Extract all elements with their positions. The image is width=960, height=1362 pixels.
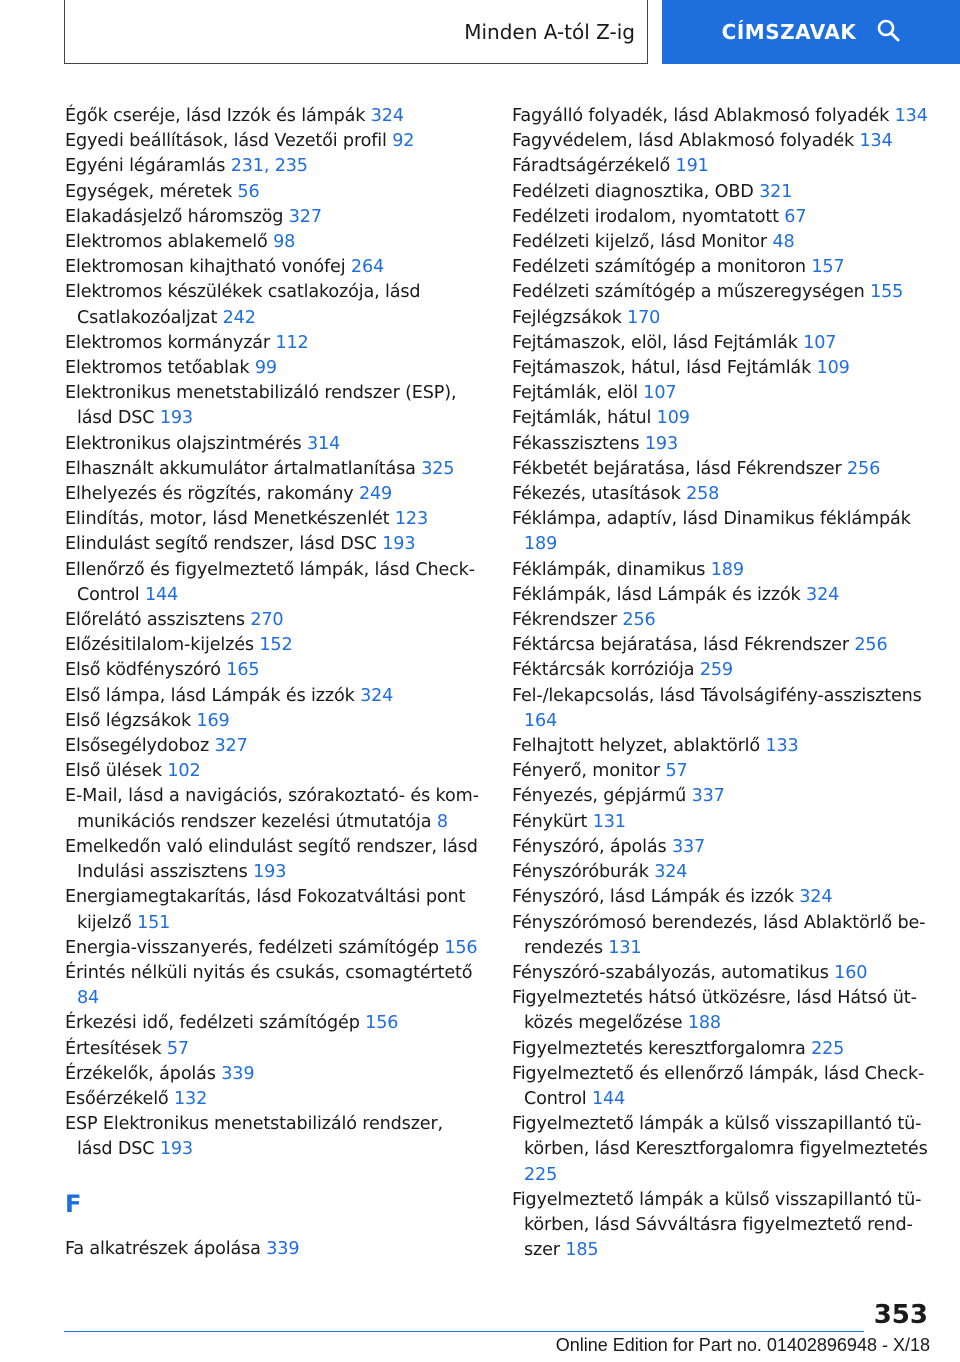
index-entry-text: Fa alkatrészek ápolása: [65, 1238, 267, 1259]
index-entry-text: Egyéni légáramlás: [65, 156, 231, 177]
page-reference-link[interactable]: 169: [196, 710, 230, 731]
index-entry: [65, 709, 480, 734]
page-reference-link[interactable]: 102: [167, 761, 201, 782]
index-entry: [512, 306, 932, 331]
index-entry-text: Első légzsákok: [65, 710, 197, 731]
page-reference-link[interactable]: 193: [382, 534, 416, 555]
page-reference-link[interactable]: 327: [288, 206, 322, 227]
index-entry: [512, 1037, 932, 1062]
index-entry-text: Fedélzeti diagnosztika, OBD: [512, 181, 760, 202]
index-entry: [512, 507, 932, 557]
index-entry-text: Érkezési idő, fedélzeti számítógép: [65, 1013, 366, 1034]
index-entry-text: Fáradtságérzékelő: [512, 156, 676, 177]
index-entry: [65, 356, 480, 381]
index-entry: [65, 1011, 480, 1036]
page-reference-link[interactable]: 123: [394, 509, 428, 530]
page-reference-link[interactable]: 157: [811, 257, 845, 278]
index-entry-text: Féktárcsa bejáratása, lásd Fékrendszer: [512, 635, 855, 656]
index-entry-text: Esőérzékelő: [65, 1088, 174, 1109]
page-reference-link[interactable]: 155: [870, 282, 904, 303]
search-icon[interactable]: [876, 18, 900, 46]
index-entry: [512, 784, 932, 809]
section-title-box: [64, 0, 648, 64]
index-entry: [512, 255, 932, 280]
index-entry: [65, 734, 480, 759]
page-reference-link[interactable]: 191: [675, 156, 709, 177]
index-entry: [65, 608, 480, 633]
page-reference-link[interactable]: 92: [392, 131, 415, 152]
page-reference-link[interactable]: 170: [627, 307, 661, 328]
index-entry-text: Fejtámlák, hátul: [512, 408, 657, 429]
index-entry-text: Elektromos tetőablak: [65, 358, 255, 379]
index-entry: [65, 457, 480, 482]
index-entry-text: Fejlégzsákok: [512, 307, 628, 328]
index-entry: [65, 1087, 480, 1112]
keywords-button[interactable]: [662, 0, 960, 64]
page-reference-link[interactable]: 131: [608, 937, 642, 958]
page-reference-link[interactable]: 324: [806, 584, 840, 605]
index-entry-text: Első lámpa, lásd Lámpák és izzók: [65, 685, 361, 706]
index-entry-text: Figyelmeztető és ellenőrző lámpák, lásd Check-Control: [512, 1063, 925, 1109]
index-column-right: [512, 104, 932, 1263]
index-entry-text: Előrelátó asszisztens: [65, 610, 251, 631]
page-reference-link[interactable]: 324: [654, 862, 688, 883]
page-reference-link[interactable]: 193: [159, 408, 193, 429]
page-reference-link[interactable]: 107: [643, 383, 677, 404]
index-entry-text: Elektronikus menetstabilizáló rendszer (ESP), lásd DSC: [65, 383, 457, 429]
index-entry-text: Féklámpák, dinamikus: [512, 559, 711, 580]
index-entry: [65, 658, 480, 683]
index-entry-text: Elektromos ablakemelő: [65, 232, 274, 253]
index-entry: [65, 129, 480, 154]
page-reference-link[interactable]: 151: [137, 912, 171, 933]
page-reference-link[interactable]: 109: [656, 408, 690, 429]
page-reference-link[interactable]: 107: [803, 332, 837, 353]
index-entry: [512, 961, 932, 986]
index-entry-text: Féklámpák, lásd Lámpák és izzók: [512, 584, 807, 605]
index-entry-text: Fel-/lekapcsolás, lásd Távolságifény-asszisztens: [512, 685, 922, 706]
page-reference-link[interactable]: 56: [237, 181, 260, 202]
index-entry-text: Előzésitilalom-kijelzés: [65, 635, 260, 656]
index-entry-text: Figyelmeztetés keresztforgalomra: [512, 1038, 812, 1059]
page-reference-link[interactable]: 67: [784, 206, 807, 227]
section-letter: F: [65, 1189, 82, 1218]
index-entry-text: Emelkedőn való elindulást segítő rendszer, lásd Indulási asszisztens: [65, 836, 478, 883]
index-entry: [512, 205, 932, 230]
index-entry-text: Érintés nélküli nyitás és csukás, csomagtértető: [65, 962, 473, 983]
page-reference-link[interactable]: 112: [275, 332, 309, 353]
page-reference-link[interactable]: 57: [166, 1038, 189, 1059]
index-entry: [512, 608, 932, 633]
index-entry: [65, 784, 480, 834]
index-entry-text: Érzékelők, ápolás: [65, 1063, 222, 1084]
index-entry-text: Fényszóró, lásd Lámpák és izzók: [512, 887, 800, 908]
index-entry-text: Fényszórómosó berendezés, lásd Ablaktörlő berendezés: [512, 912, 926, 958]
index-entry: [65, 331, 480, 356]
index-entry-text: Elektronikus olajszintmérés: [65, 433, 307, 454]
page-reference-link[interactable]: 324: [370, 106, 404, 126]
index-entry-text: Fedélzeti számítógép a műszeregységen: [512, 282, 871, 303]
index-entry-text: Féktárcsák korróziója: [512, 660, 700, 681]
page-reference-link[interactable]: 156: [444, 937, 478, 958]
index-entry-text: Fagyvédelem, lásd Ablakmosó folyadék: [512, 131, 860, 152]
page-reference-link[interactable]: 188: [687, 1013, 721, 1034]
page-number: 353: [873, 1300, 928, 1330]
index-entry: [512, 457, 932, 482]
page-reference-link[interactable]: 314: [306, 433, 341, 454]
index-entry: [512, 734, 932, 759]
page-reference-link[interactable]: 109: [816, 358, 850, 379]
index-entry-text: Ellenőrző és figyelmeztető lámpák, lásd Check-Control: [65, 559, 475, 605]
index-entry-text: Fényezés, gépjármű: [512, 786, 692, 807]
index-entry-text: Fényszóró, ápolás: [512, 836, 672, 857]
index-entry: [65, 558, 480, 608]
page-reference-link[interactable]: 132: [174, 1088, 208, 1109]
page-reference-link[interactable]: 258: [686, 484, 720, 505]
index-entry: [512, 154, 932, 179]
page-reference-link[interactable]: 98: [273, 232, 296, 253]
page-reference-link[interactable]: 193: [644, 433, 679, 454]
index-entry: [512, 658, 932, 683]
index-entry-text: Elsősegélydoboz: [65, 736, 215, 757]
index-entry-text: Fékrendszer: [512, 610, 623, 631]
index-entry-text: Elektromos készülékek csatlakozója, lásd Csatlakozóaljzat: [65, 282, 421, 328]
page-reference-link[interactable]: 325: [421, 458, 455, 479]
page-reference-link[interactable]: 156: [365, 1013, 399, 1034]
index-entry: [65, 1112, 480, 1162]
index-entry: [65, 432, 480, 457]
index-entry: [512, 331, 932, 356]
index-entry: [512, 860, 932, 885]
index-entry: [65, 154, 480, 179]
index-entry-text: Felhajtott helyzet, ablaktörlő: [512, 736, 766, 757]
page-reference-link[interactable]: 99: [254, 358, 277, 379]
page-reference-link[interactable]: 48: [772, 232, 795, 253]
index-entry: [512, 759, 932, 784]
index-entry: [512, 432, 932, 457]
page-reference-link[interactable]: 337: [671, 836, 706, 857]
index-entry-text: Fékezés, utasítások: [512, 484, 687, 505]
edition-footer: Online Edition for Part no. 01402896948 - X/18: [555, 1335, 930, 1355]
index-entry: [512, 684, 932, 734]
index-entry: [512, 911, 932, 961]
page-reference-link[interactable]: 259: [699, 660, 733, 681]
index-entry-text: Fényszóró-szabályozás, automatikus: [512, 962, 835, 983]
page-reference-link[interactable]: 321: [759, 181, 793, 202]
page-reference-link[interactable]: 225: [524, 1164, 558, 1185]
page-reference-link[interactable]: 339: [221, 1063, 255, 1084]
page-reference-link[interactable]: 185: [565, 1240, 599, 1261]
index-entry-text: Figyelmeztetés hátsó ütközésre, lásd Hátsó ütközés megelőzése: [512, 988, 917, 1034]
index-entry: [65, 482, 480, 507]
page-reference-link[interactable]: 193: [253, 862, 287, 883]
index-entry-text: Energiamegtakarítás, lásd Fokozatváltási pont kijelző: [65, 887, 466, 933]
page-reference-link[interactable]: 152: [259, 635, 293, 656]
footer-divider: [64, 1331, 864, 1332]
index-entry: [65, 936, 480, 961]
index-entry-text: Elakadásjelző háromszög: [65, 206, 289, 227]
index-entry-text: Fejtámlák, elöl: [512, 383, 644, 404]
index-entry-text: Fagyálló folyadék, lásd Ablakmosó folyadék: [512, 106, 895, 126]
index-entry: [512, 1112, 932, 1188]
index-entry-text: Fejtámaszok, elöl, lásd Fejtámlák: [512, 332, 804, 353]
index-entry: [512, 230, 932, 255]
index-entry-text: Egyedi beállítások, lásd Vezetői profil: [65, 131, 393, 152]
index-entry: [65, 104, 480, 129]
index-entry-text: Fejtámaszok, hátul, lásd Fejtámlák: [512, 358, 817, 379]
index-entry: [65, 381, 480, 431]
index-entry-text: Fénykürt: [512, 811, 593, 832]
index-entry-text: E-Mail, lásd a navigációs, szórakoztató- és kommunikációs rendszer kezelési útmutatója: [65, 786, 479, 832]
index-entry-text: Elhasznált akkumulátor ártalmatlanítása: [65, 458, 422, 479]
index-entry: [512, 1062, 932, 1112]
page-reference-link[interactable]: 256: [846, 458, 881, 479]
index-entry: [512, 885, 932, 910]
index-entry-text: Féklámpa, adaptív, lásd Dinamikus féklámpák: [512, 509, 911, 530]
page-reference-link[interactable]: 231, 235: [230, 156, 308, 177]
index-entry: [512, 381, 932, 406]
index-entry: [65, 532, 480, 557]
index-entry-text: Elektromos kormányzár: [65, 332, 276, 353]
index-entry-text: Elhelyezés és rögzítés, rakomány: [65, 484, 359, 505]
index-entry-text: Figyelmeztető lámpák a külső visszapillantó tükörben, lásd Sávváltásra figyelmeztető rendszer: [512, 1189, 922, 1261]
index-entry-text: Fedélzeti kijelző, lásd Monitor: [512, 232, 773, 253]
index-entry: [512, 104, 932, 129]
index-entry: [512, 835, 932, 860]
page-reference-link[interactable]: 193: [159, 1139, 193, 1160]
index-entry: [65, 1037, 480, 1062]
index-entry: [65, 507, 480, 532]
page-reference-link[interactable]: 134: [894, 106, 928, 126]
index-entry-text: Fékbetét bejáratása, lásd Fékrendszer: [512, 458, 847, 479]
index-entry-text: Első ködfényszóró: [65, 660, 227, 681]
page-reference-link[interactable]: 160: [834, 962, 868, 983]
index-entry-text: Értesítések: [65, 1038, 167, 1059]
index-entry: [65, 1062, 480, 1087]
index-entry: [65, 280, 480, 330]
page-reference-link[interactable]: 8: [436, 811, 448, 832]
index-entry: [512, 280, 932, 305]
index-entry: [65, 205, 480, 230]
page-reference-link[interactable]: 264: [350, 257, 385, 278]
index-entry: [65, 180, 480, 205]
section-title: Minden A-tól Z-ig: [464, 19, 635, 44]
index-entry: [65, 255, 480, 280]
index-entry-text: Elektromosan kihajtható vonófej: [65, 257, 351, 278]
index-entry: [512, 129, 932, 154]
index-entry: [65, 633, 480, 658]
index-entry: [512, 356, 932, 381]
index-entry: [512, 633, 932, 658]
page-reference-link[interactable]: 189: [524, 534, 558, 555]
page-reference-link[interactable]: 256: [622, 610, 656, 631]
page-reference-link[interactable]: 339: [266, 1238, 300, 1259]
page-reference-link[interactable]: 327: [214, 736, 248, 757]
index-entry: [65, 230, 480, 255]
index-column-left: [65, 104, 480, 1262]
page-reference-link[interactable]: 242: [222, 307, 256, 328]
index-entry: [65, 684, 480, 709]
index-entry-text: Fedélzeti számítógép a monitoron: [512, 257, 812, 278]
index-entry-text: Elindulást segítő rendszer, lásd DSC: [65, 534, 383, 555]
index-entry: [512, 406, 932, 431]
page-reference-link[interactable]: 324: [799, 887, 833, 908]
index-entry: [512, 986, 932, 1036]
index-entry-text: Első ülések: [65, 761, 168, 782]
index-entry: [65, 1237, 480, 1262]
index-entry: [65, 835, 480, 885]
index-entry-text: Fényszóróburák: [512, 862, 655, 883]
page-reference-link[interactable]: 337: [691, 786, 725, 807]
page-reference-link[interactable]: 57: [665, 761, 688, 782]
index-entry: [65, 961, 480, 1011]
index-entry: [65, 885, 480, 935]
page-reference-link[interactable]: 225: [811, 1038, 845, 1059]
page-reference-link[interactable]: 249: [358, 484, 393, 505]
index-entry: [512, 482, 932, 507]
index-entry-text: Fedélzeti irodalom, nyomtatott: [512, 206, 785, 227]
page-reference-link[interactable]: 134: [859, 131, 893, 152]
page-reference-link[interactable]: 164: [524, 710, 558, 731]
page-reference-link[interactable]: 131: [592, 811, 626, 832]
page-reference-link[interactable]: 256: [854, 635, 888, 656]
index-entry: [512, 558, 932, 583]
page-reference-link[interactable]: 165: [226, 660, 260, 681]
page-reference-link[interactable]: 133: [765, 736, 799, 757]
page-reference-link[interactable]: 324: [360, 685, 394, 706]
index-entry-text: Egységek, méretek: [65, 181, 238, 202]
page-reference-link[interactable]: 144: [592, 1088, 626, 1109]
index-entry-text: Fényerő, monitor: [512, 761, 666, 782]
index-entry-text: Figyelmeztető lámpák a külső visszapillantó tükörben, lásd Keresztforgalomra figyelmeztetés: [512, 1114, 928, 1160]
page-reference-link[interactable]: 189: [710, 559, 744, 580]
index-entry: [512, 583, 932, 608]
index-entry-text: Energia-visszanyerés, fedélzeti számítógép: [65, 937, 445, 958]
index-entry: [512, 180, 932, 205]
index-entry: [512, 810, 932, 835]
index-entry: [512, 1188, 932, 1264]
index-entry-text: Égők cseréje, lásd Izzók és lámpák: [65, 106, 371, 126]
page-reference-link[interactable]: 84: [77, 988, 100, 1009]
page-reference-link[interactable]: 144: [145, 584, 179, 605]
index-entry-text: Elindítás, motor, lásd Menetkészenlét: [65, 509, 395, 530]
index-entry-text: Fékasszisztens: [512, 433, 645, 454]
keywords-button-label: CÍMSZAVAK: [721, 20, 857, 44]
page-reference-link[interactable]: 270: [250, 610, 284, 631]
index-entry-text: ESP Elektronikus menetstabilizáló rendszer, lásd DSC: [65, 1114, 443, 1160]
index-entry: [65, 759, 480, 784]
